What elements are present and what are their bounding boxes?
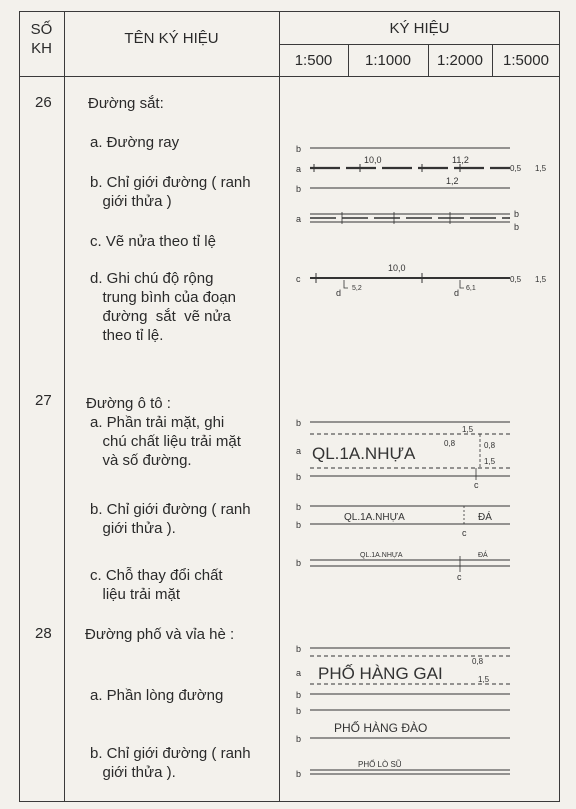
col-divider-number bbox=[64, 11, 65, 802]
header-ten-ky-hieu: TÊN KÝ HIỆU bbox=[124, 30, 219, 47]
width-label-61: 6,1 bbox=[466, 285, 476, 292]
width-label-52: 5,2 bbox=[352, 285, 362, 292]
letter-c: c bbox=[296, 274, 301, 284]
row-26-item-a: a. Đường ray bbox=[90, 134, 180, 151]
width-note-bracket bbox=[344, 280, 348, 288]
symbol-drawings bbox=[282, 70, 558, 795]
letter-b: b bbox=[296, 690, 302, 700]
letter-b: b bbox=[296, 734, 302, 744]
letter-a: a bbox=[296, 164, 302, 174]
scale-1-1000: 1:1000 bbox=[365, 52, 411, 69]
road-dim-15-right: 1,5 bbox=[484, 457, 496, 466]
letter-b: b bbox=[514, 222, 520, 232]
width-note-bracket bbox=[460, 280, 464, 288]
row-number-27: 27 bbox=[35, 392, 52, 409]
letter-a: a bbox=[296, 668, 302, 678]
letter-b: b bbox=[296, 502, 302, 512]
row-27-item-a: a. Phần trải mặt, ghi chú chất liệu trải mặt và số đường. bbox=[90, 414, 241, 469]
letter-a: a bbox=[296, 446, 302, 456]
road-dim-08-right: 0,8 bbox=[484, 441, 496, 450]
line-width-05: 0,5 bbox=[510, 164, 522, 173]
rail-spacing-label: 10,0 bbox=[364, 155, 382, 165]
row-28-item-a: a. Phần lòng đường bbox=[90, 687, 224, 704]
row-27-item-c: c. Chỗ thay đổi chất liệu trải mặt bbox=[90, 567, 223, 603]
row-26-item-b: b. Chỉ giới đường ( ranh giới thửa ) bbox=[90, 174, 251, 210]
road-label-small: QL.1A.NHỰA bbox=[344, 512, 405, 523]
col-divider-name bbox=[279, 11, 280, 802]
scale-1-2000: 1:2000 bbox=[437, 52, 483, 69]
row-28-title: Đường phố và vỉa hè : bbox=[85, 626, 235, 643]
surface-label-da-small: ĐÁ bbox=[478, 552, 488, 559]
road-dim-08: 0,8 bbox=[444, 439, 456, 448]
row-27-title: Đường ô tô : bbox=[86, 395, 171, 412]
row-28-item-b: b. Chỉ giới đường ( ranh giới thửa ). bbox=[90, 745, 251, 781]
letter-b: b bbox=[296, 418, 302, 428]
row-26-item-d: d. Ghi chú độ rộng trung bình của đoạn đường sắt vẽ nửa theo tỉ lệ. bbox=[90, 270, 236, 344]
row-number-26: 26 bbox=[35, 94, 52, 111]
rail-tick-label: 11,2 bbox=[452, 155, 469, 165]
line-width-15: 1,5 bbox=[535, 275, 547, 284]
street-label-lo-su: PHỐ LÒ SŨ bbox=[358, 760, 402, 769]
street-dim-08: 0,8 bbox=[472, 657, 484, 666]
street-label-hang-dao: PHỐ HÀNG ĐÀO bbox=[334, 721, 428, 735]
letter-b: b bbox=[296, 184, 302, 194]
surface-label-da: ĐÁ bbox=[478, 512, 492, 523]
letter-b: b bbox=[514, 209, 520, 219]
scale-1-500: 1:500 bbox=[294, 52, 333, 69]
road-dim-15: 1,5 bbox=[462, 425, 474, 434]
rail-gap-label: 1,2 bbox=[446, 176, 459, 186]
row-27-item-b: b. Chỉ giới đường ( ranh giới thửa ). bbox=[90, 501, 251, 537]
street-label-hang-gai: PHỐ HÀNG GAI bbox=[318, 664, 443, 683]
row-26-title: Đường sắt: bbox=[88, 95, 164, 112]
letter-b: b bbox=[296, 520, 302, 530]
road-label-tiny: QL.1A.NHỰA bbox=[360, 552, 403, 559]
letter-b: b bbox=[296, 644, 302, 654]
letter-d: d bbox=[336, 288, 342, 298]
letter-c: c bbox=[457, 572, 462, 582]
row-number-28: 28 bbox=[35, 625, 52, 642]
letter-b: b bbox=[296, 144, 302, 154]
row-26-item-c: c. Vẽ nửa theo tỉ lệ bbox=[90, 233, 216, 250]
scale-1-5000: 1:5000 bbox=[503, 52, 549, 69]
street-dim-15: 1,5 bbox=[478, 675, 490, 684]
line-width-15: 1,5 bbox=[535, 164, 547, 173]
header-subdivider bbox=[279, 44, 560, 45]
header-so-kh: SỐ KH bbox=[30, 21, 53, 57]
letter-b: b bbox=[296, 706, 302, 716]
header-ky-hieu: KÝ HIỆU bbox=[389, 20, 450, 37]
letter-a: a bbox=[296, 214, 302, 224]
letter-b: b bbox=[296, 769, 302, 779]
line-width-05: 0,5 bbox=[510, 275, 522, 284]
letter-b: b bbox=[296, 472, 302, 482]
letter-d: d bbox=[454, 288, 460, 298]
letter-c: c bbox=[462, 528, 467, 538]
letter-c: c bbox=[474, 480, 479, 490]
letter-b: b bbox=[296, 558, 302, 568]
road-label-large: QL.1A.NHỰA bbox=[312, 444, 416, 463]
width-label-10: 10,0 bbox=[388, 263, 406, 273]
